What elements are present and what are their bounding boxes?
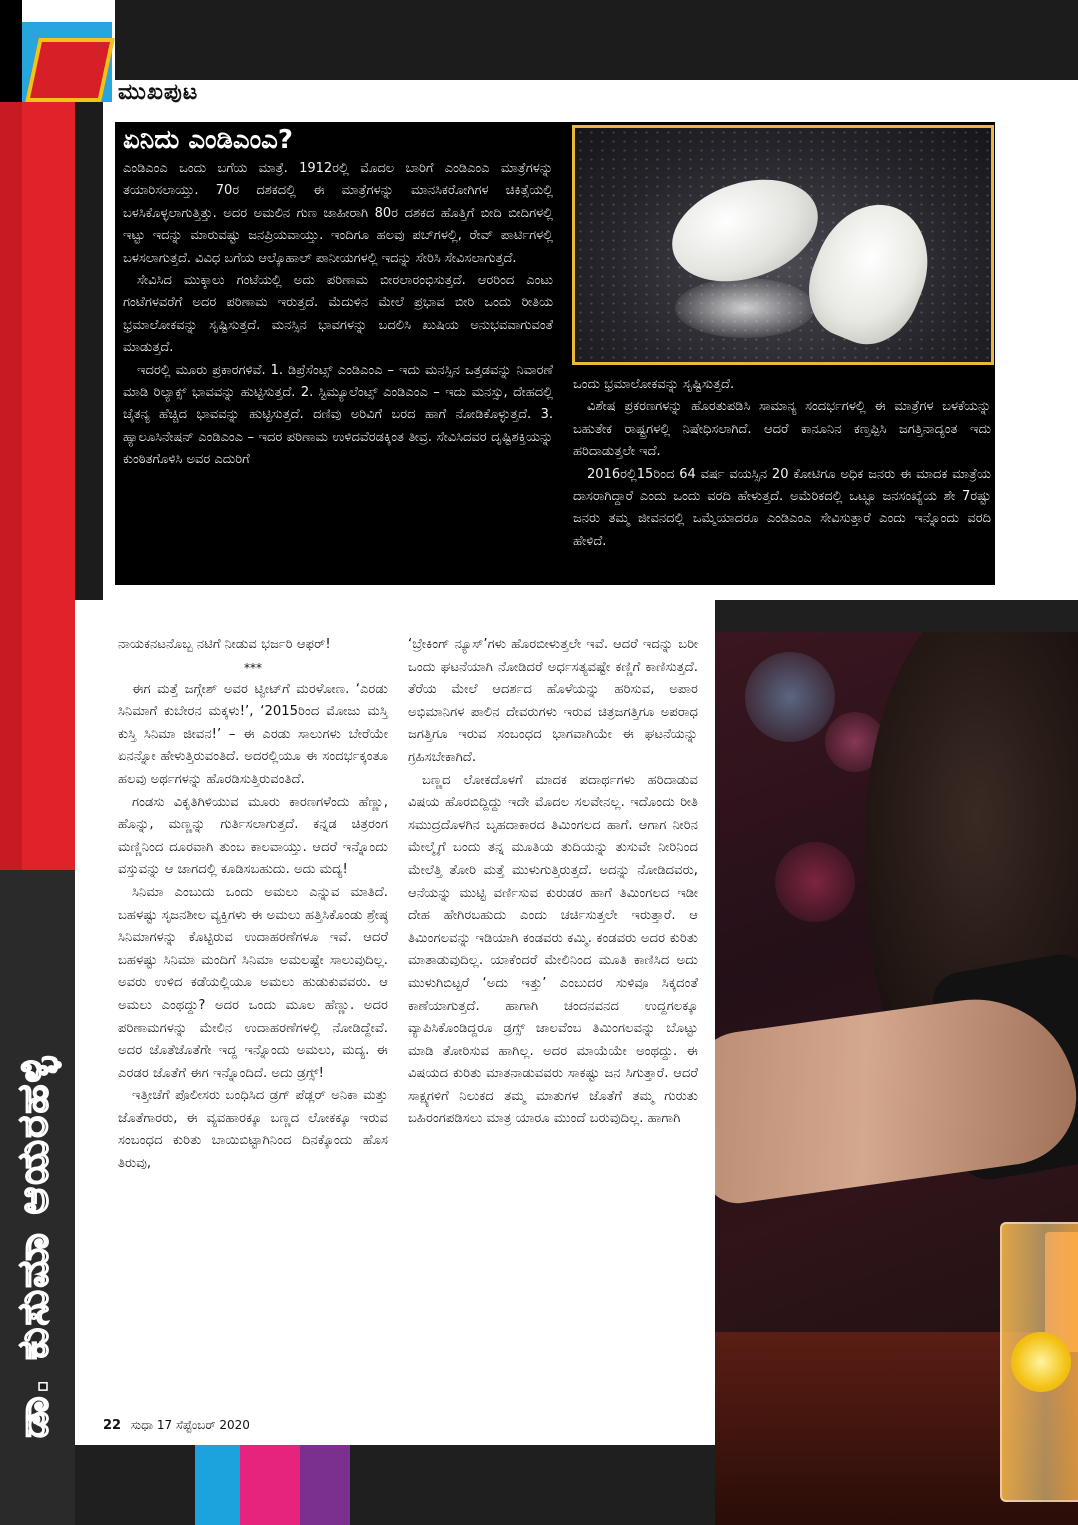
body-paragraph: ಬಣ್ಣದ ಲೋಕದೊಳಗೆ ಮಾದಕ ಪದಾರ್ಥಗಳು ಹರಿದಾಡುವ ವಿಷಯ ಹೊರಬಿದ್ದಿದ್ದು ಇದೇ ಮೊದಲ ಸಲವೇನಲ್ಲ. ಇದೊಂದು ರೀತಿ ಸಮುದ್ರದೊಳಗಿನ ಬೃಹದಾಕಾರದ ತಿಮಿಂಗಲದ ಹಾಗೆ. ಆಗಾಗ ನೀರಿನ ಮೇಲ್ಮೈಗೆ ಬಂದು ತನ್ನ ಮೂತಿಯ ತುದಿಯನ್ನು ತುಸುವೇ ನೀರಿನಿಂದ ಮೇಲೆತ್ತಿ ತೋರಿ ಮತ್ತೆ ಮುಳುಗುತ್ತಿರುತ್ತದೆ. ಅದನ್ನು ನೋಡಿದವರು, ಆನೆಯನ್ನು ಮುಟ್ಟಿ ವರ್ಣಿಸುವ ಕುರುಡರ ಹಾಗೆ ತಿಮಿಂಗಲದ ಇಡೀ ದೇಹ ಹೇಗಿರಬಹುದು ಎಂದು ಚರ್ಚಿಸುತ್ತಲೇ ಇರುತ್ತಾರೆ. ಆ ತಿಮಿಂಗಲವನ್ನು ಇಡಿಯಾಗಿ ಕಂಡವರು ಕಮ್ಮಿ. ಕಂಡವರು ಅದರ ಕುರಿತು ಮಾತಾಡುವುದಿಲ್ಲ. ಯಾಕೆಂದರೆ ಮೇಲಿನಿಂದ ಮೂತಿ ಕಾಣಿಸಿದ ಅದು ಮುಳುಗಿಬಿಟ್ಟರೆ ‘ಅದು ಇತ್ತು’ ಎಂಬುದರ ಸುಳಿವೂ ಸಿಕ್ಕದಂತೆ ಕಾಣೆಯಾಗುತ್ತದೆ. ಹಾಗಾಗಿ ಚಂದನವನದ ಉದ್ದಗಲಕ್ಕೂ ವ್ಯಾಪಿಸಿಕೊಂಡಿದ್ದರೂ ಡ್ರಗ್ಸ್ ಜಾಲವೆಂಬ ತಿಮಿಂಗಲವನ್ನು ಬೊಟ್ಟು ಮಾಡಿ ತೋರಿಸುವ ಹಾಗಿಲ್ಲ. ಅದರ ಮಾಯೆಯೇ ಅಂಥದ್ದು. ಈ ವಿಷಯದ ಕುರಿತು ಮಾತನಾಡುವವರು ಸಾಕಷ್ಟು ಜನ ಸಿಗುತ್ತಾರೆ. ಆದರೆ ಸಾಕ್ಷ್ಯಗಳಿಗೆ ನಿಲುಕದ ತಮ್ಮ ಮಾತುಗಳ ಜೊತೆಗೆ ತಮ್ಮ ಗುರುತು ಬಹಿರಂಗಪಡಿಸಲು ಮಾತ್ರ ಯಾರೂ ಮುಂದೆ ಬರುವುದಿಲ್ಲ. ಹಾಗಾಗಿ <box>408 772 698 1127</box>
footer-color-bar-cyan <box>195 1445 240 1525</box>
info-box-title: ಏನಿದು ಎಂಡಿಎಂಎ? <box>123 125 293 155</box>
info-box-right-column <box>573 374 991 553</box>
info-paragraph: 2016ರಲ್ಲಿ15ರಿಂದ 64 ವರ್ಷ ವಯಸ್ಸಿನ 20 ಕೋಟಿಗೂ ಅಧಿಕ ಜನರು ಈ ಮಾದಕ ಮಾತ್ರೆಯ ದಾಸರಾಗಿದ್ದಾರೆ ಎಂದು ಒಂದು ವರದಿ ಹೇಳುತ್ತದೆ. ಅಮೆರಿಕದಲ್ಲಿ ಒಟ್ಟೂ ಜನಸಂಖ್ಯೆಯ ಶೇ 7ರಷ್ಟು ಜನರು ತಮ್ಮ ಜೀವನದಲ್ಲಿ ಒಮ್ಮೆಯಾದರೂ ಎಂಡಿಎಂಎ ಸೇವಿಸುತ್ತಾರೆ ಎಂದು ಇನ್ನೊಂದು ವರದಿ ಹೇಳಿದೆ. <box>573 466 991 549</box>
corner-red-block <box>25 38 115 102</box>
info-paragraph: ವಿಶೇಷ ಪ್ರಕರಣಗಳನ್ನು ಹೊರತುಪಡಿಸಿ ಸಾಮಾನ್ಯ ಸಂದರ್ಭಗಳಲ್ಲಿ ಈ ಮಾತ್ರೆಗಳ ಬಳಕೆಯನ್ನು ಬಹುತೇಕ ರಾಷ್ಟ್ರಗಳಲ್ಲಿ ನಿಷೇಧಿಸಲಾಗಿದೆ. ಆದರೆ ಕಾನೂನಿನ ಕಣ್ತಪ್ಪಿಸಿ ಜಗತ್ತಿನಾದ್ಯಂತ ಇದು ಹರಿದಾಡುತ್ತಲೇ ಇದೆ. <box>573 399 991 460</box>
publication-info: ಸುಧಾ 17 ಸೆಪ್ಟೆಂಬರ್ 2020 <box>130 1418 250 1432</box>
left-red-strip-inner <box>0 102 22 892</box>
bokeh-light <box>745 652 835 742</box>
section-label: ಮುಖಪುಟ <box>118 80 199 105</box>
bar-scene-photo <box>715 632 1078 1525</box>
info-paragraph: ಸೇವಿಸಿದ ಮುಕ್ಕಾಲು ಗಂಟೆಯಲ್ಲಿ ಅದು ಪರಿಣಾಮ ಬೀರಲಾರಂಭಿಸುತ್ತದೆ. ಆರರಿಂದ ಎಂಟು ಗಂಟೆಗಳವರೆಗೆ ಅದರ ಪರಿಣಾಮ ಇರುತ್ತದೆ. ಮೆದುಳಿನ ಮೇಲೆ ಪ್ರಭಾವ ಬೀರಿ ಒಂದು ರೀತಿಯ ಭ್ರಮಾಲೋಕವನ್ನು ಸೃಷ್ಟಿಸುತ್ತದೆ. ಮನಸ್ಸಿನ ಭಾವಗಳನ್ನು ಬದಲಿಸಿ ಖುಷಿಯ ಅನುಭವವಾಗುವಂತೆ ಮಾಡುತ್ತದೆ. <box>123 273 553 356</box>
woman-arm <box>715 986 1078 1207</box>
info-box-left-column <box>123 158 553 472</box>
footer-color-bar-purple <box>300 1445 350 1525</box>
body-column-2 <box>408 634 698 1131</box>
page-number: 22 <box>103 1418 122 1433</box>
body-paragraph: ನಾಯಕನಟನೊಬ್ಬ ನಟಿಗೆ ನೀಡುವ ಭರ್ಜರಿ ಆಫರ್! <box>118 637 331 652</box>
info-paragraph: ಒಂದು ಭ್ರಮಾಲೋಕವನ್ನು ಸೃಷ್ಟಿಸುತ್ತದೆ. <box>573 377 735 392</box>
footer-color-bar-magenta <box>240 1445 300 1525</box>
section-separator: *** <box>244 660 262 675</box>
lemon-slice <box>1011 1332 1071 1392</box>
bokeh-light <box>775 842 855 922</box>
info-paragraph: ಇದರಲ್ಲಿ ಮೂರು ಪ್ರಕಾರಗಳಿವೆ. 1. ಡಿಪ್ರೆಸೆಂಟ್ಸ್ ಎಂಡಿಎಂಎ – ಇದು ಮನಸ್ಸಿನ ಒತ್ತಡವನ್ನು ನಿವಾರಣೆ ಮಾಡಿ ರಿಲ್ಯಾಕ್ಸ್ ಭಾವವನ್ನು ಹುಟ್ಟಿಸುತ್ತದೆ. 2. ಸ್ಟಿಮ್ಯೂಲೆಂಟ್ಸ್ ಎಂಡಿಎಂಎ – ಇದು ಮನಸ್ಸು, ದೇಹದಲ್ಲಿ ಚೈತನ್ಯ ಹೆಚ್ಚಿದ ಭಾವವನ್ನು ಹುಟ್ಟಿಸುತ್ತದೆ. ದಣಿವು ಅರಿವಿಗೆ ಬರದ ಹಾಗೆ ನೋಡಿಕೊಳ್ಳುತ್ತದೆ. 3. ಹ್ಯಾಲೂಸಿನೇಷನ್ ಎಂಡಿಎಂಎ – ಇದರ ಪರಿಣಾಮ ಉಳಿದವೆರಡಕ್ಕಿಂತ ತೀವ್ರ. ಸೇವಿಸಿದವರ ದೃಷ್ಟಿಶಕ್ತಿಯನ್ನು ಕುಂಠಿತಗೊಳಿಸಿ ಅವರ ಎದುರಿಗೆ <box>123 362 553 468</box>
body-paragraph: ಈಗ ಮತ್ತೆ ಜಗ್ಗೇಶ್ ಅವರ ಟ್ವೀಟ್‌ಗೆ ಮರಳೋಣ. ‘ಎರಡು ಸಿನಿಮಾಗೆ ಕುಬೇರನ ಮಕ್ಕಳು!’, ‘2015ರಿಂದ ಮೋಜು ಮಸ್ತಿ ಕುಸ್ತಿ ಸಿನಿಮಾ ಜೀವನ!’ – ಈ ಎರಡು ಸಾಲುಗಳು ಬೇರೆಯೇ ಏನನ್ನೋ ಹೇಳುತ್ತಿರುವಂತಿದೆ. ಅದರಲ್ಲಿಯೂ ಈ ಸಂದರ್ಭಕ್ಕಂತೂ ಹಲವು ಅರ್ಥಗಳನ್ನು ಹೊರಡಿಸುತ್ತಿರುವಂತಿದೆ. <box>118 681 388 787</box>
powder-pile <box>675 278 815 338</box>
corner-black-strip <box>0 0 22 102</box>
pills-photo <box>572 125 994 365</box>
page-footer <box>103 1418 250 1433</box>
info-paragraph: ಎಂಡಿಎಂಎ ಒಂದು ಬಗೆಯ ಮಾತ್ರೆ. 1912ರಲ್ಲಿ ಮೊದಲ ಬಾರಿಗೆ ಎಂಡಿಎಂಎ ಮಾತ್ರೆಗಳನ್ನು ತಯಾರಿಸಲಾಯ್ತು. 70ರ ದಶಕದಲ್ಲಿ ಈ ಮಾತ್ರೆಗಳನ್ನು ಮಾನಸಿಕರೋಗಿಗಳ ಚಿಕಿತ್ಸೆಯಲ್ಲಿ ಬಳಸಿಕೊಳ್ಳಲಾಗುತ್ತಿತ್ತು. ಅದರ ಅಮಲಿನ ಗುಣ ಜಾಹೀರಾಗಿ 80ರ ದಶಕದ ಹೊತ್ತಿಗೆ ಬೀದಿ ಬೀದಿಗಳಲ್ಲಿ ಇಟ್ಟು ಇದನ್ನು ಮಾರುವಷ್ಟು ಜನಪ್ರಿಯವಾಯ್ತು. ಇಂದಿಗೂ ಹಲವು ಪಬ್‌ಗಳಲ್ಲಿ, ರೇವ್ ಪಾರ್ಟಿಗಳಲ್ಲಿ ಬಳಸಲಾಗುತ್ತದೆ. ವಿವಿಧ ಬಗೆಯ ಆಲ್ಕೊಹಾಲ್ ಪಾನೀಯಗಳಲ್ಲಿ ಇದನ್ನು ಸೇರಿಸಿ ಸೇವಿಸಲಾಗುತ್ತದೆ. <box>123 161 553 266</box>
body-paragraph: ಸಿನಿಮಾ ಎಂಬುದು ಒಂದು ಅಮಲು ಎನ್ನುವ ಮಾತಿದೆ. ಬಹಳಷ್ಟು ಸೃಜನಶೀಲ ವ್ಯಕ್ತಿಗಳು ಈ ಅಮಲು ಹತ್ತಿಸಿಕೊಂಡು ಶ್ರೇಷ್ಠ ಸಿನಿಮಾಗಳನ್ನು ಕೊಟ್ಟಿರುವ ಉದಾಹರಣೆಗಳೂ ಇವೆ. ಆದರೆ ಬಹಳಷ್ಟು ಸಿನಿಮಾ ಮಂದಿಗೆ ಸಿನಿಮಾ ಅಮಲಷ್ಟೇ ಸಾಲುವುದಿಲ್ಲ. ಅವರು ಉಳಿದ ಕಡೆಯಲ್ಲಿಯೂ ಅಮಲು ಹುಡುಕುವವರು. ಆ ಅಮಲು ಎಂಥದ್ದು? ಅದರ ಒಂದು ಮೂಲ ಹೆಣ್ಣು. ಅದರ ಪರಿಣಾಮಗಳನ್ನು ಮೇಲಿನ ಉದಾಹರಣೆಗಳಲ್ಲಿ ನೋಡಿದ್ದೇವೆ. ಅದರ ಜೊತೆಜೊತೆಗೇ ಇದ್ದ ಇನ್ನೊಂದು ಅಮಲು, ಮದ್ಯ. ಈ ಎರಡರ ಜೊತೆಗೆ ಈಗ ಇನ್ನೊಂದಿದೆ. ಅದು ಡ್ರಗ್ಸ್! <box>118 884 388 1081</box>
body-column-1 <box>118 634 388 1176</box>
body-paragraph: ಗಂಡಸು ವಿಕೃತಿಗಿಳಿಯುವ ಮೂರು ಕಾರಣಗಳೆಂದು ಹೆಣ್ಣು, ಹೊನ್ನು, ಮಣ್ಣನ್ನು ಗುರ್ತಿಸಲಾಗುತ್ತದೆ. ಕನ್ನಡ ಚಿತ್ರರಂಗ ಮಣ್ಣಿನಿಂದ ದೂರವಾಗಿ ತುಂಬ ಕಾಲವಾಯ್ತು. ಆದರೆ ಇನ್ನೊಂದು ವಸ್ತುವನ್ನು ಆ ಜಾಗದಲ್ಲಿ ಕೂಡಿಸಬಹುದು. ಅದು ಮದ್ಯ! <box>118 794 388 878</box>
author-name-vertical: ಡಾ. ಕುಸುಮಾ ಆಯರಹಳ್ಳಿ <box>8 1054 57 1438</box>
body-paragraph: ‘ಬ್ರೇಕಿಂಗ್ ನ್ಯೂಸ್’ಗಳು ಹೊರಬೀಳುತ್ತಲೇ ಇವೆ. ಆದರೆ ಇದನ್ನು ಬರೀ ಒಂದು ಘಟನೆಯಾಗಿ ನೋಡಿದರೆ ಅರ್ಧಸತ್ಯವಷ್ಟೇ ಕಣ್ಣಿಗೆ ಕಾಣಿಸುತ್ತದೆ. ತೆರೆಯ ಮೇಲೆ ಆದರ್ಶದ ಹೊಳೆಯನ್ನು ಹರಿಸುವ, ಅಪಾರ ಅಭಿಮಾನಿಗಳ ಪಾಲಿನ ದೇವರುಗಳು ಇರುವ ಚಿತ್ರಜಗತ್ತಿಗೂ ಅಪರಾಧ ಜಗತ್ತಿಗೂ ಇರುವ ಸಂಬಂಧದ ಭಾಗವಾಗಿಯೇ ಈ ಘಟನೆಯನ್ನು ಗ್ರಹಿಸಬೇಕಾಗಿದೆ. <box>408 637 698 765</box>
body-paragraph: ಇತ್ತೀಚೆಗೆ ಪೊಲೀಸರು ಬಂಧಿಸಿದ ಡ್ರಗ್ ಪೆಡ್ಲರ್ ಅನಿಕಾ ಮತ್ತು ಜೊತೆಗಾರರು, ಈ ವ್ಯವಹಾರಕ್ಕೂ ಬಣ್ಣದ ಲೋಕಕ್ಕೂ ಇರುವ ಸಂಬಂಧದ ಕುರಿತು ಬಾಯಿಬಿಟ್ಟಾಗಿನಿಂದ ದಿನಕ್ಕೊಂದು ಹೊಸ ತಿರುವು, <box>118 1088 388 1172</box>
